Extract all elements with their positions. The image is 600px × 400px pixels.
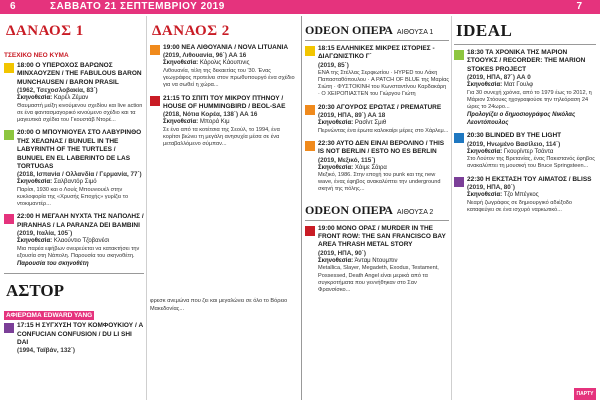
cinema-title: ΑΣΤΟΡ <box>6 281 65 301</box>
cinema-title: IDEAL <box>456 21 513 40</box>
film-meta: (2019, Ηνωμένο Βασίλειο, 114΄) <box>467 140 561 148</box>
film-director: Σκηνοθεσία: Τζο Μπέγκος <box>467 192 539 199</box>
film-meta: (2019, Λιθουανία, 96΄) ΑΑ 16 <box>163 52 247 60</box>
film-meta: (2019, ΗΠΑ, 89΄) ΑΑ 18 <box>318 112 386 120</box>
film-note: Παρουσία του σκηνοθέτη <box>17 261 89 268</box>
film-description: Θαυμαστή μείξη κινούμενου σχεδίου και live action σε ένα φαντασμαγορικό κινούμενο σχέδιο και τα μαγευτικά σχέδια του Γκουστάβ Ντορέ... <box>17 102 143 124</box>
cinema-title: ODEON ΟΠΕΡΑ ΑΙΘΟΥΣΑ 1 <box>305 23 434 37</box>
film-title: 18:00 Ο ΥΠΕΡΟΧΟΣ ΒΑΡΩΝΟΣ ΜΙΝΧΑΟΥΖΕΝ / THE FABULOUS BARON MUNCHAUSEN / BARON PRASIL <box>17 62 142 86</box>
film-entry <box>150 44 298 90</box>
film-title: 17:15 Η ΣΥΓΧΥΣΗ ΤΟΥ ΚΟΜΦΟΥΚΙΟΥ / A CONFUCIAN CONFUSION / DU LI SHI DAI <box>17 322 144 346</box>
film-director: Σκηνοθεσία: Άνταμ Ντουμπιν <box>318 257 398 264</box>
film-title: 19:00 ΝΕΑ ΛΙΘΟΥΑΝΙΑ / NOVA LITUANIA <box>163 44 289 51</box>
hall-label: ΑΙΘΟΥΣΑ 2 <box>396 208 434 216</box>
film-director: Σκηνοθεσία: Μπορά Κιμ <box>163 119 230 126</box>
film-description: Λιθουανία, τέλη της δεκαετίας του '30. Ένας γεωγράφος προτείνει στον πρωθυπουργό ένα σχέδιο για να σωθεί η χώρα... <box>163 67 295 89</box>
top-bar <box>0 0 600 14</box>
film-director: Σκηνοθεσία: Χάιμε Σάιρα <box>318 164 387 171</box>
column-divider <box>451 16 452 400</box>
film-entry <box>305 225 449 295</box>
film-description: Περνώντας ένα έρωτα καλοκαίρι μέρες στο Χάρλεμ... <box>318 127 449 134</box>
film-meta: (2019, Ιταλία, 105΄) <box>17 230 73 238</box>
film-title: 18:30 ΤΑ ΧΡΟΝΙΚΑ ΤΗΣ ΜΑΡΙΟΝ ΣΤΟΟΥΚΣ / RECORDER: THE MARION STOKES PROJECT <box>467 49 586 73</box>
film-title: 20:00 Ο ΜΠΟΥΝΙΟΥΕΛ ΣΤΟ ΛΑΒΥΡΙΝΘΟ ΤΗΣ ΧΕΛΩΝΑΣ / BUNUEL IN THE LABYRINTH OF THE TURTLES / BUNUEL EN EL LABERINTO DE LAS TORTUGAS <box>17 129 142 170</box>
cinema-title: ΔΑΝΑΟΣ 1 <box>6 23 84 39</box>
page-number-right: 7 <box>576 1 582 12</box>
film-meta: (1994, Ταϊβάν, 132΄) <box>17 347 76 355</box>
film-director: Σκηνοθεσία: Σαλβαντόρ Σιμό <box>17 179 97 186</box>
film-description: Παρίσι, 1930 και ο Λουίς Μπουνιουέλ στην κυκλοφορία της «Χρυσής Εποχής» γυρίζει το ντοκιμαντέρ... <box>17 186 129 208</box>
film-description: Metallica, Slayer, Megadeth, Exodus, Testament, Possessed, Death Angel είναι μερικά από τα συγκροτήματα που γεννήθηκαν στο Σαν Φρανσίσκο... <box>318 265 439 293</box>
film-note: Προλογίζει ο δημοσιογράφος Νικόλας Λεοντόπουλος <box>467 112 576 127</box>
cinema-title: ΔΑΝΑΟΣ 2 <box>152 23 230 39</box>
film-title: 21:15 ΤΟ ΣΠΙΤΙ ΤΟΥ ΜΙΚΡΟΥ ΠΤΗΝΟΥ / HOUSE OF HUMMINGBIRD / BEOL-SAE <box>163 94 286 110</box>
film-entry <box>4 129 144 208</box>
color-marker <box>150 96 160 106</box>
cinema-title: ODEON ΟΠΕΡΑ ΑΙΘΟΥΣΑ 2 <box>305 202 434 217</box>
color-marker <box>454 50 464 60</box>
color-marker <box>4 214 14 224</box>
film-title: 20:30 ΑΓΟΥΡΟΣ ΕΡΩΤΑΣ / PREMATURE <box>318 103 442 111</box>
page-date: ΣΑΒΒΑΤΟ 21 ΣΕΠΤΕΜΒΡΙΟΥ 2019 <box>50 1 225 12</box>
film-description: Μεξικό, 1986. Στην εποχή του punk και της new wave, ένας έφηβος ανακαλύπτει την underground σκηνή της πόλης... <box>318 172 441 193</box>
party-badge: ΠΑΡΤΥ <box>574 388 596 400</box>
film-description: Μια παρέα εφήβων ονειρεύεται να κατακτήσει την εξουσία στη Νάπολη. Παρουσία του σκηνοθέτη. <box>17 245 140 259</box>
film-description: Σε ένα από τα κοτέτσια της Σεούλ, το 1994, ένα κορίτσι βιώνει τη μεγάλη ανησυχία μέσα σε ένα μεταβαλλόμενο σύμπαν... <box>163 126 280 148</box>
film-director: Σκηνοθεσία: Κάρολις Κάουπινις <box>163 60 250 67</box>
divider <box>454 44 596 45</box>
film-entry <box>4 62 144 124</box>
film-meta: (2019, 85΄) <box>318 61 349 69</box>
film-entry <box>305 45 449 99</box>
section-tag: ΑΦΙΕΡΩΜΑ EDWARD YANG <box>6 312 93 320</box>
color-marker <box>150 45 160 55</box>
film-title: 19:00 MONO ΟΡΑΣ / MURDER IN THE FRONT ROW: THE SAN FRANCISCO BAY AREA THRASH METAL STORY <box>318 224 446 249</box>
column-odeon-opera <box>305 16 449 400</box>
color-marker <box>4 323 14 333</box>
color-marker <box>305 141 315 151</box>
color-marker <box>305 105 315 115</box>
film-meta: (2019, ΗΠΑ, 80΄) <box>467 184 515 192</box>
film-meta: (2019, Μεξικό, 115΄) <box>318 156 376 164</box>
page-gutter <box>301 16 302 400</box>
column-danaos-2 <box>150 16 298 400</box>
film-description: Νεαρή ζωγράφος σε δημιουργικό αδιέξοδο καταφεύγει σε ένα ισχυρό ναρκωτικό... <box>467 199 573 213</box>
section-tag: ΤΣΕΧΙΚΟ ΝΕΟ ΚΥΜΑ <box>4 52 69 59</box>
film-director: Σκηνοθεσία: Κλαούντιο Τζοβανέσι <box>17 238 110 245</box>
page-number-left: 6 <box>10 1 16 12</box>
hall-label: ΑΙΘΟΥΣΑ 1 <box>396 29 434 36</box>
film-entry <box>4 322 144 355</box>
divider <box>305 220 449 221</box>
film-director: Σκηνοθεσία: Ρασίντ Σμιθ <box>318 120 387 127</box>
color-marker <box>454 133 464 143</box>
film-title: 18:15 ΕΛΛΗΝΙΚΕΣ ΜΙΚΡΕΣ ΙΣΤΟΡΙΕΣ - ΔΙΑΓΩΝΙΣΤΙΚΟ Γ΄ <box>318 45 435 61</box>
film-entry <box>4 213 144 268</box>
film-title: 22:00 Η ΜΕΓΑΛΗ ΝΥΧΤΑ ΤΗΣ ΝΑΠΟΛΗΣ / PIRANHAS / LA PARANZA DEI BAMBINI <box>17 213 144 229</box>
divider <box>305 40 449 41</box>
film-meta: (2019, ΗΠΑ, 87΄) ΑΑ 0 <box>467 74 531 82</box>
color-marker <box>4 130 14 140</box>
film-description: Για 30 συνεχή χρόνια, από το 1979 έως το 2012, η Μάριον Στόουκς ηχογραφούσε την τηλεόραση 24 ώρες το 24ωρο... <box>467 89 592 111</box>
continued-text: φρεσκ ανεμώνα που ζει και μεγαλώνει σε όλο το Βόρειο Μακεδονίας... <box>150 298 288 312</box>
column-ideal <box>454 16 596 400</box>
film-director: Σκηνοθεσία: Καρέλ Ζέμαν <box>17 95 89 102</box>
column-divider <box>146 16 147 400</box>
film-title: 22:30 Η ΕΚΣΤΑΣΗ ΤΟΥ ΑΙΜΑΤΟΣ / BLISS <box>467 175 592 183</box>
film-meta: (2018, Ισπανία / Ολλανδία / Γερμανία, 77΄) <box>17 171 142 179</box>
film-entry <box>305 140 449 194</box>
color-marker <box>454 177 464 187</box>
film-title: 22:30 ΑΥΤΟ ΔΕΝ ΕΙΝΑΙ ΒΕΡΟΛΙΝΟ / THIS IS NOT BERLIN / ESTO NO ES BERLIN <box>318 139 445 156</box>
film-director: Σκηνοθεσία: Ματ Γουλφ <box>467 82 534 89</box>
film-entry <box>454 49 596 127</box>
film-entry <box>454 132 596 170</box>
film-meta: (1962, Τσεχοσλοβακία, 83΄) <box>17 87 98 95</box>
column-danaos-1 <box>4 16 144 400</box>
film-shorts-list: ΕΝΑ της Στέλλας Σερφιωτίου · HYPED του Λάκη Παπασταθόπουλου · A PATCH OF BLUE της Μαρίας Σιώτη · ΦΥΣΤΟΚΙΝΗ του Κωνσταντίνου Καρδακάρη · Ο ΧΕΙΡΟΠΙΑΣΤΕΝ του Γιώργου Γιώτη <box>318 69 449 98</box>
film-entry <box>454 176 596 214</box>
film-meta: (2018, Νότια Κορέα, 138΄) ΑΑ 16 <box>163 111 258 119</box>
color-marker <box>4 63 14 73</box>
color-marker <box>305 226 315 236</box>
film-title: 20:30 BLINDED BY THE LIGHT <box>467 132 562 140</box>
film-entry <box>150 95 298 149</box>
film-description: Στο Λούτον της Βρετανίας, ένας Πακιστανός έφηβος ανακαλύπτει τη μουσική του Bruce Springsteen... <box>467 156 595 170</box>
film-entry <box>305 104 449 135</box>
film-director: Σκηνοθεσία: Γκουρίντερ Τσάντα <box>467 148 554 155</box>
film-meta: (2019, ΗΠΑ, 90΄) <box>318 249 366 257</box>
color-marker <box>305 46 315 56</box>
divider <box>4 273 144 274</box>
